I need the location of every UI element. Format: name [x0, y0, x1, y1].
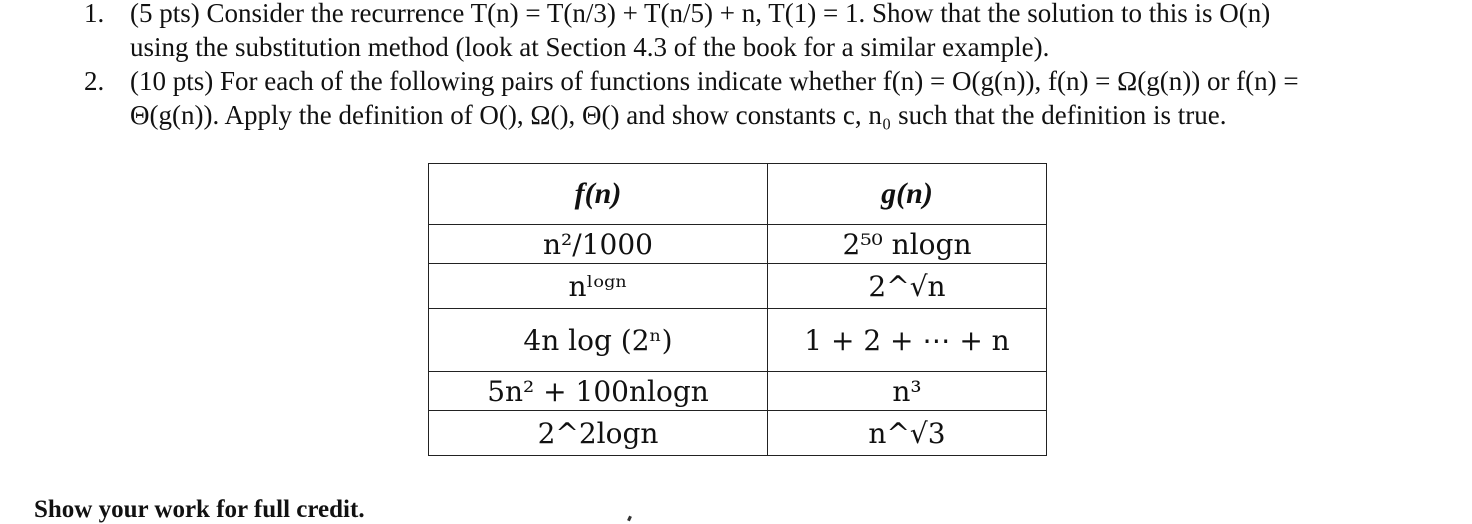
- function-pairs-table: [428, 163, 1047, 456]
- g-cell: n³: [768, 372, 1047, 411]
- problem-text-line: using the substitution method (look at Section 4.3 of the book for a similar example).: [130, 32, 1050, 62]
- table-row: [429, 225, 1047, 264]
- table-row: [429, 411, 1047, 456]
- g-cell: 1 + 2 + ⋯ + n: [768, 309, 1047, 372]
- f-cell: 5n² + 100nlogn: [429, 372, 768, 411]
- column-header-g: g(n): [768, 164, 1047, 225]
- f-cell: nˡᵒᵍⁿ: [429, 264, 768, 309]
- problem-text-line: (5 pts) Consider the recurrence T(n) = T(n/3) + T(n/5) + n, T(1) = 1. Show that the solution to this is O(n): [130, 0, 1271, 28]
- problem-number: 1.: [84, 0, 105, 28]
- table-header-row: [429, 164, 1047, 225]
- g-cell: 2⁵⁰ nlogn: [768, 225, 1047, 264]
- f-cell: 4n log (2ⁿ): [429, 309, 768, 372]
- problem-number: 2.: [84, 66, 105, 96]
- f-cell: n²/1000: [429, 225, 768, 264]
- problem-text-line: Θ(g(n)). Apply the definition of O(), Ω(), Θ() and show constants c, n₀ such that the definition is true.: [130, 100, 1227, 130]
- table-row: [429, 372, 1047, 411]
- stray-mark: [627, 516, 632, 522]
- table-row: [429, 264, 1047, 309]
- g-cell: n^√3: [768, 411, 1047, 456]
- g-cell: 2^√n: [768, 264, 1047, 309]
- table-row: [429, 309, 1047, 372]
- problem-text-line: (10 pts) For each of the following pairs of functions indicate whether f(n) = O(g(n)), f(n) = Ω(g(n)) or f(n) =: [130, 66, 1299, 96]
- f-cell: 2^2logn: [429, 411, 768, 456]
- footer-instruction: Show your work for full credit.: [34, 496, 365, 523]
- column-header-f: f(n): [429, 164, 768, 225]
